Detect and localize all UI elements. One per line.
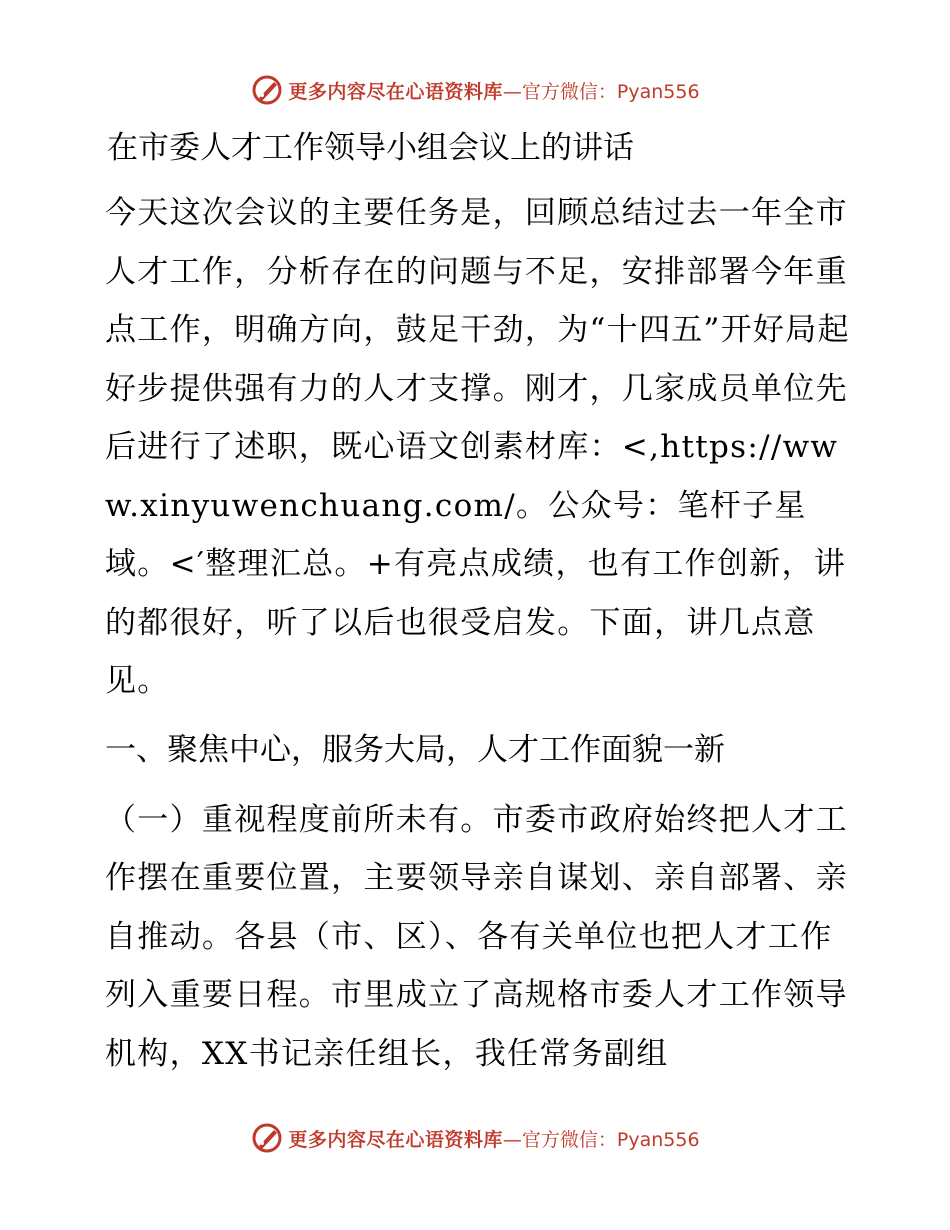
watermark-banner-bottom [0,1118,950,1158]
pen-logo-icon [250,1121,284,1155]
document-body [97,122,857,1093]
pen-logo-icon [250,73,284,107]
watermark-banner-top [0,70,950,110]
paragraph-section-1-1: （一）重视程度前所未有。市委市政府始终把人才工作摆在重要位置，主要领导亲自谋划、亲自部署、亲自推动。各县（市、区）、各有关单位也把人才工作列入重要日程。市里成立了高规格市委人才工作领导机构，XX书记亲任组长，我任常务副组 [105,801,848,1072]
document-title: 在市委人才工作领导小组会议上的讲话 [107,130,634,166]
section-heading-1: 一、聚焦中心，服务大局，人才工作面貌一新 [105,731,725,768]
watermark-text: 更多内容尽在心语资料库 [288,1128,503,1151]
paragraph-intro: 今天这次会议的主要任务是，回顾总结过去一年全市人才工作，分析存在的问题与不足，安排部署今年重点工作，明确方向，鼓足干劲，为“十四五”开好局起好步提供强有力的人才支撑。刚才，几家成员单位先后进行了述职，既心语文创素材库：<,https://www.xinyuwenchuang.com/。公众号：笔杆子星域。<′整理汇总。+有亮点成绩，也有工作创新，讲的都很好，听了以后也很受启发。下面，讲几点意见。 [105,195,850,699]
watermark-text: 更多内容尽在心语资料库 [288,80,503,103]
watermark-suffix: —官方微信：Pyan556 [502,80,700,103]
watermark-suffix: —官方微信：Pyan556 [502,1128,700,1151]
